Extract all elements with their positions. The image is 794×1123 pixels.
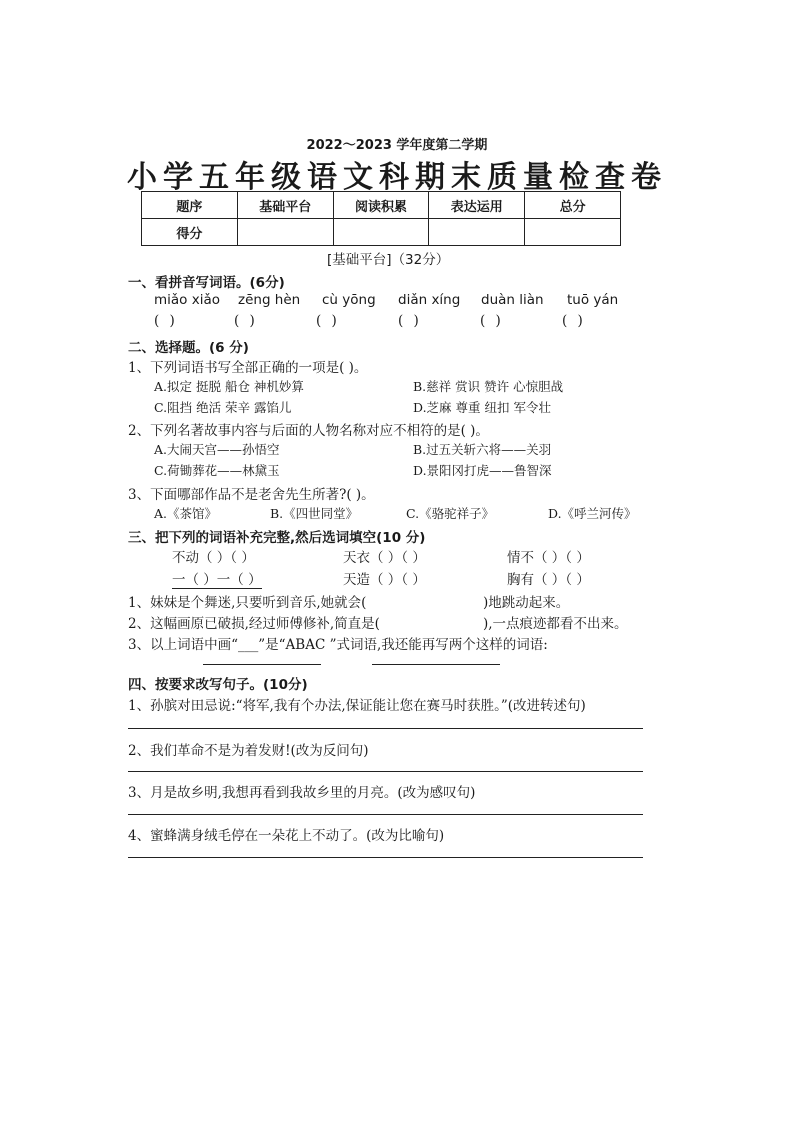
score-cell[interactable]: [429, 219, 525, 246]
option-2-3-b[interactable]: B.《四世同堂》: [270, 506, 359, 521]
fill-2-start: 2、这幅画原已破损,经过师傅修补,简直是(: [128, 616, 380, 632]
question-2-2: 2、下列名著故事内容与后面的人物名称对应不相符的是( )。: [128, 423, 489, 439]
idiom-4[interactable]: 一（ ）一（ ）: [172, 568, 262, 589]
answer-bracket-1[interactable]: ( ): [154, 313, 175, 329]
question-4-4: 4、蜜蜂满身绒毛停在一朵花上不动了。(改为比喻句): [128, 828, 445, 844]
option-2-3-d[interactable]: D.《呼兰河传》: [548, 506, 637, 521]
pinyin-5: duàn liàn: [481, 292, 544, 308]
idiom-1[interactable]: 不动（ ）（ ）: [172, 550, 255, 566]
score-header-cell: 基础平台: [237, 192, 333, 219]
option-2-3-a[interactable]: A.《茶馆》: [154, 506, 218, 521]
option-2-1-b[interactable]: B.慈祥 赏识 赞许 心惊胆战: [413, 379, 564, 394]
section-4-heading: 四、按要求改写句子。(10分): [128, 677, 308, 693]
question-2-1: 1、下列词语书写全部正确的一项是( )。: [128, 360, 368, 376]
fill-2-end: ),一点痕迹都看不出来。: [483, 616, 628, 632]
option-2-2-b[interactable]: B.过五关斩六将——关羽: [413, 442, 552, 457]
idiom-2[interactable]: 天衣（ ）（ ）: [343, 550, 426, 566]
section-3-heading: 三、把下列的词语补充完整,然后选词填空(10 分): [128, 530, 426, 546]
question-4-3: 3、月是故乡明,我想再看到我故乡里的月亮。(改为感叹句): [128, 785, 476, 801]
score-header-cell: 总分: [525, 192, 621, 219]
term-subtitle: 2022～2023 学年度第二学期: [306, 138, 488, 153]
option-2-1-d[interactable]: D.芝麻 尊重 纽扣 军令壮: [413, 400, 551, 415]
score-header-cell: 表达运用: [429, 192, 525, 219]
score-table: [141, 191, 621, 246]
option-2-1-c[interactable]: C.阻挡 绝活 荣辛 露馅儿: [154, 400, 292, 415]
pinyin-6: tuō yán: [567, 292, 619, 308]
answer-line[interactable]: [128, 728, 643, 729]
question-4-1: 1、孙膑对田忌说:“将军,我有个办法,保证能让您在赛马时获胜。”(改进转述句): [128, 698, 586, 714]
question-4-2: 2、我们革命不是为着发财!(改为反问句): [128, 743, 369, 759]
answer-bracket-5[interactable]: ( ): [480, 313, 501, 329]
score-header-cell: 阅读积累: [333, 192, 429, 219]
idiom-6[interactable]: 胸有（ ）（ ）: [507, 572, 590, 588]
score-table-header-row: [142, 192, 621, 219]
fill-1-start: 1、妹妹是个舞迷,只要听到音乐,她就会(: [128, 595, 367, 611]
pinyin-1: miǎo xiǎo: [154, 292, 220, 308]
score-row-label: 得分: [142, 219, 238, 246]
pinyin-2: zēng hèn: [238, 292, 301, 308]
option-2-1-a[interactable]: A.拟定 挺脱 船仓 神机妙算: [154, 379, 304, 394]
option-2-2-d[interactable]: D.景阳冈打虎——鲁智深: [413, 463, 552, 478]
score-table-score-row: [142, 219, 621, 246]
fill-3: 3、以上词语中画“___”是“ABAC ”式词语,我还能再写两个这样的词语:: [128, 637, 548, 653]
score-cell[interactable]: [237, 219, 333, 246]
score-cell[interactable]: [333, 219, 429, 246]
answer-bracket-3[interactable]: ( ): [316, 313, 337, 329]
idiom-5[interactable]: 天造（ ）（ ）: [343, 572, 426, 588]
score-cell[interactable]: [525, 219, 621, 246]
question-2-3: 3、下面哪部作品不是老舍先生所著?( )。: [128, 487, 375, 503]
score-header-cell: 题序: [142, 192, 238, 219]
answer-line[interactable]: [128, 814, 643, 815]
option-2-2-a[interactable]: A.大闹天宫——孙悟空: [154, 442, 280, 457]
idiom-3[interactable]: 情不（ ）（ ）: [507, 550, 590, 566]
idiom-4-wrap[interactable]: [172, 568, 262, 589]
section-2-heading: 二、选择题。(6 分): [128, 340, 249, 356]
fill-1-end: )地跳动起来。: [483, 595, 570, 611]
part-label: [基础平台]（32分）: [327, 252, 450, 268]
answer-bracket-2[interactable]: ( ): [234, 313, 255, 329]
option-2-3-c[interactable]: C.《骆驼祥子》: [406, 506, 495, 521]
answer-line[interactable]: [128, 771, 643, 772]
answer-line[interactable]: [372, 664, 500, 665]
pinyin-4: diǎn xíng: [398, 292, 461, 308]
answer-line[interactable]: [128, 857, 643, 858]
answer-bracket-6[interactable]: ( ): [562, 313, 583, 329]
section-1-heading: 一、看拼音写词语。(6分): [128, 275, 285, 291]
answer-line[interactable]: [203, 664, 321, 665]
option-2-2-c[interactable]: C.荷锄葬花——林黛玉: [154, 463, 280, 478]
page-title: 小学五年级语文科期末质量检查卷: [127, 160, 667, 195]
pinyin-3: cù yōng: [322, 292, 376, 308]
answer-bracket-4[interactable]: ( ): [398, 313, 419, 329]
